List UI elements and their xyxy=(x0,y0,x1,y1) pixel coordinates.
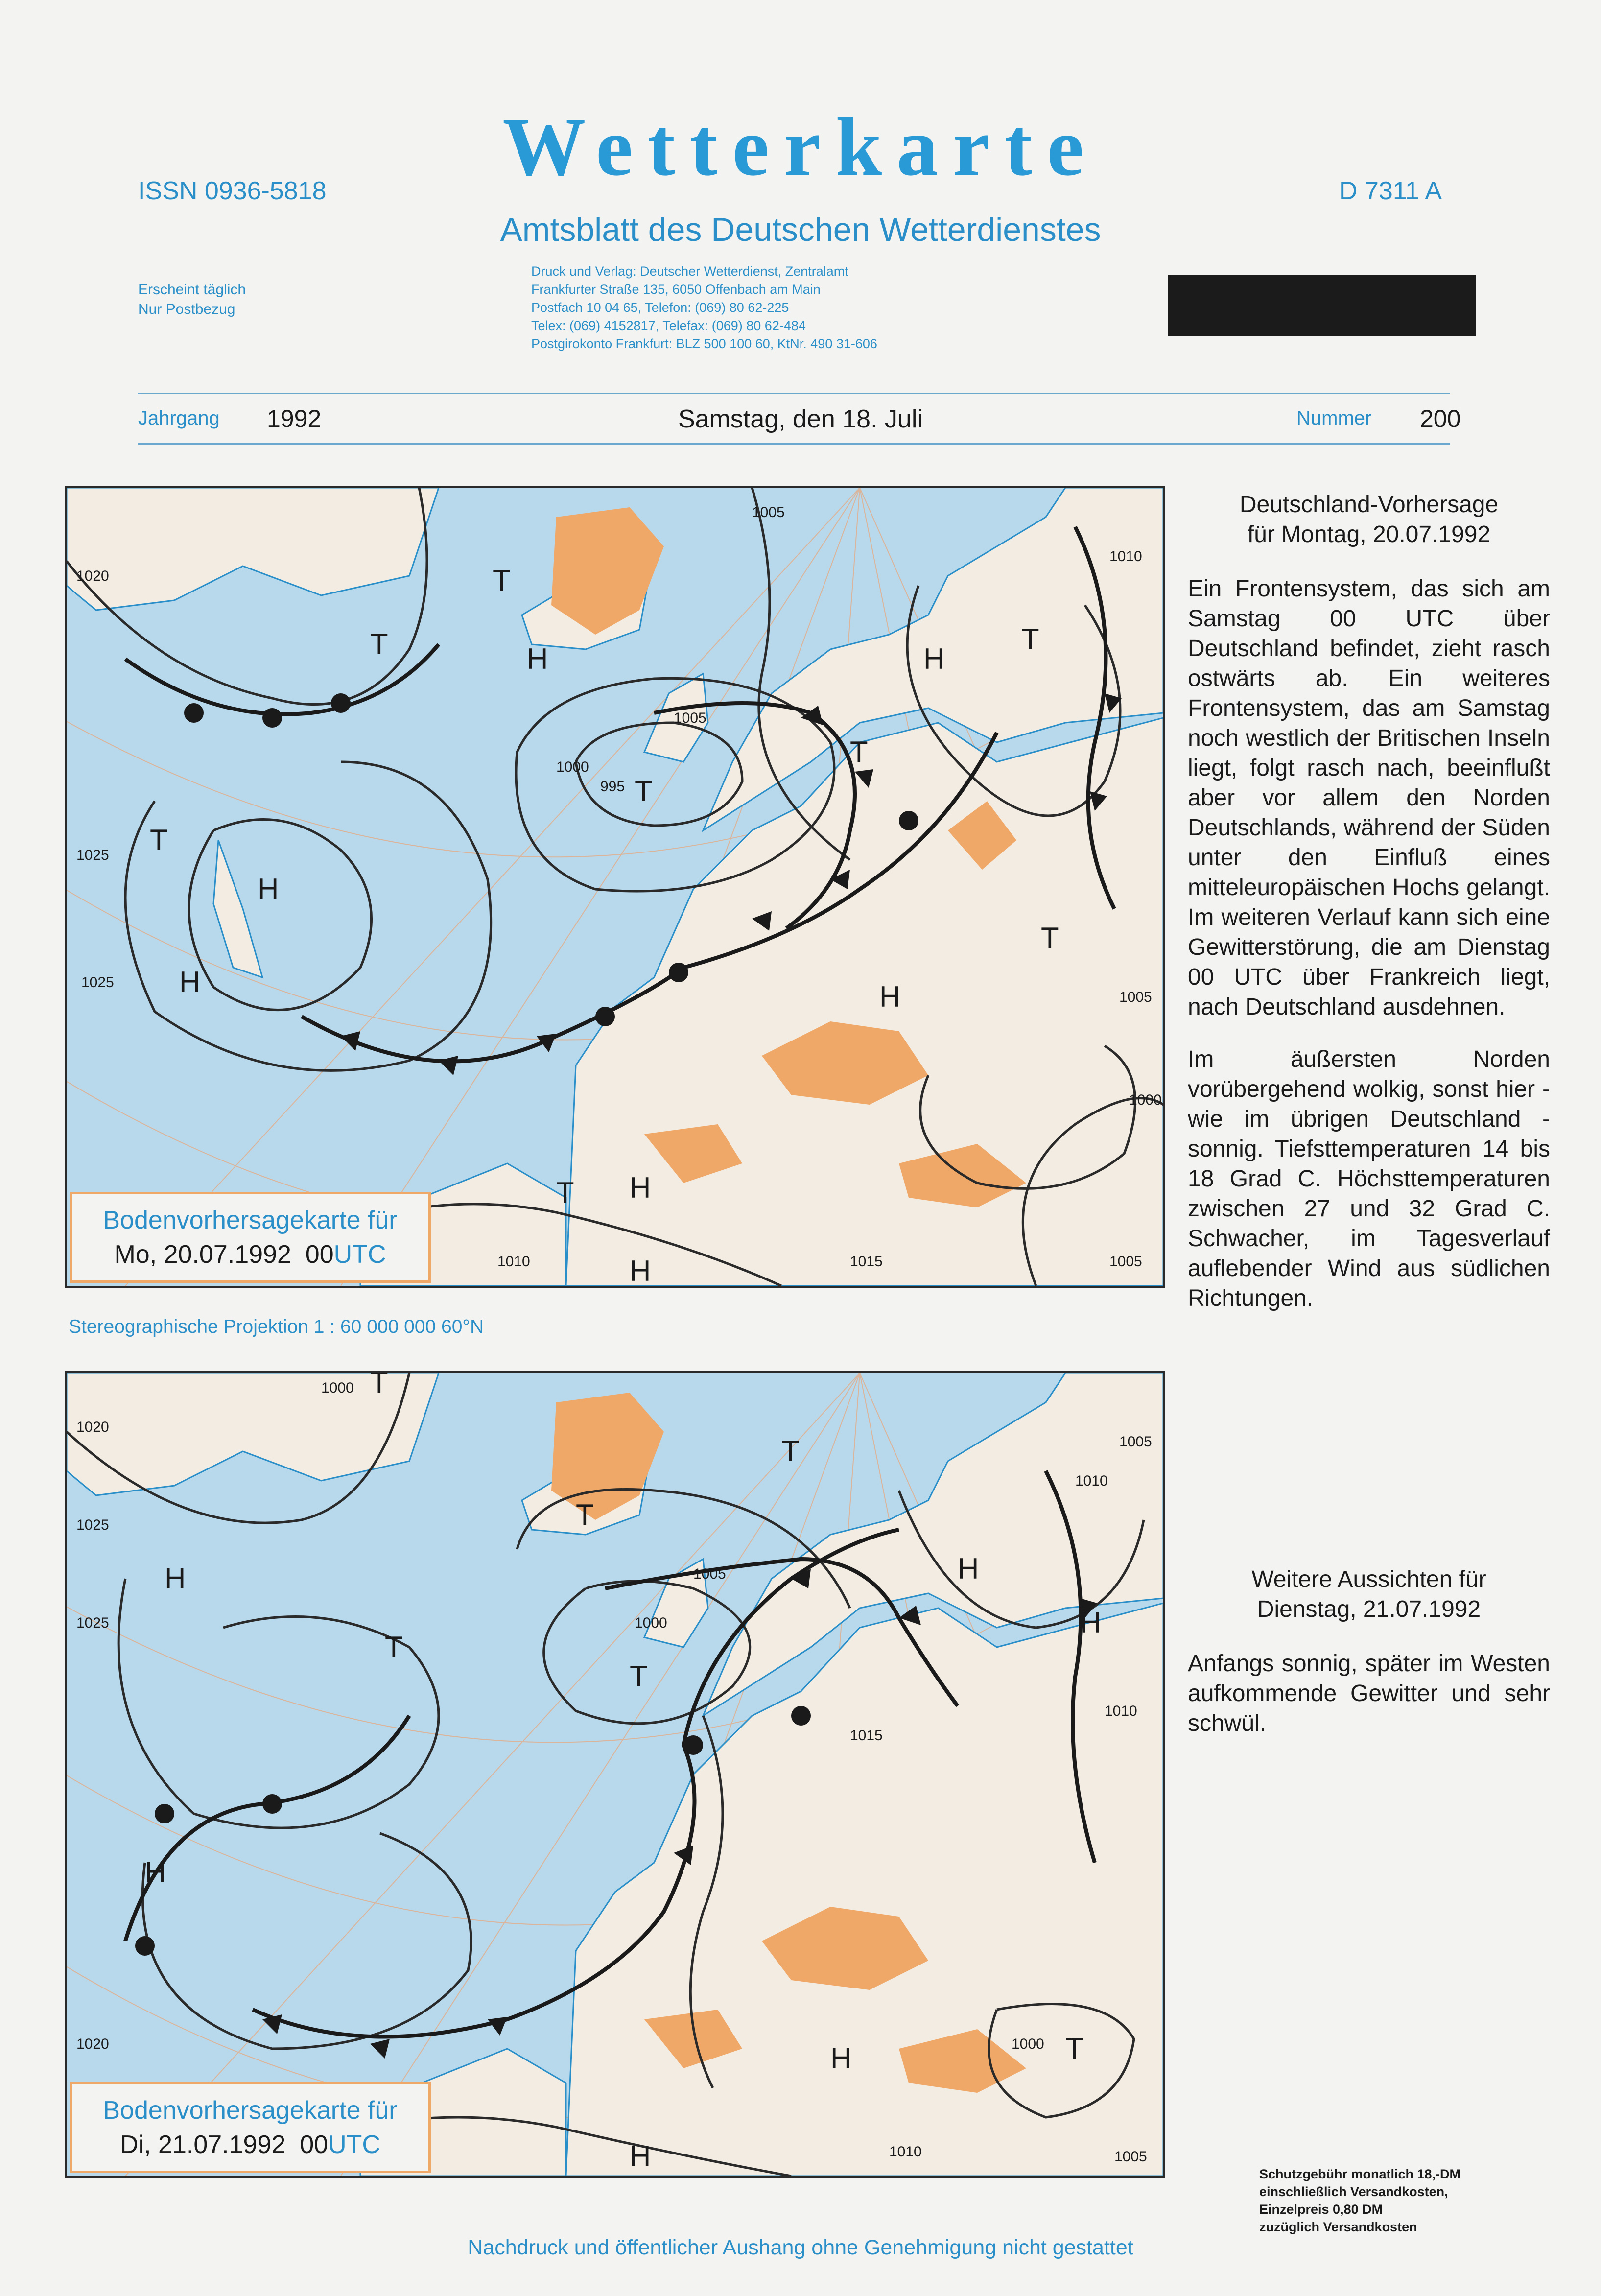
subscription-fee xyxy=(1259,2165,1460,2236)
isobar-value: 1020 xyxy=(76,2036,109,2052)
isobar-value: 1005 xyxy=(1114,2149,1147,2165)
low-label: T xyxy=(850,735,868,768)
isobar-value: 1010 xyxy=(1075,1473,1108,1489)
newspaper-title: Wetterkarte xyxy=(502,101,1099,193)
jahrgang-label: Jahrgang xyxy=(138,407,220,429)
isobar-value: 1010 xyxy=(1109,548,1142,565)
map-caption-time: 00 xyxy=(305,1240,334,1269)
isobar-value: 1005 xyxy=(1109,1254,1142,1270)
fee-line: Schutzgebühr monatlich 18,-DM xyxy=(1259,2167,1461,2181)
publication-frequency xyxy=(138,280,246,319)
high-label: H xyxy=(145,1856,166,1889)
isobar-value: 1020 xyxy=(76,1419,109,1435)
fee-line: Einzelpreis 0,80 DM xyxy=(1259,2202,1383,2217)
weather-map-1-graphic xyxy=(67,488,1163,1286)
low-label: T xyxy=(630,1660,648,1693)
outlook-heading: Weitere Aussichten für xyxy=(1251,1566,1486,1592)
low-label: T xyxy=(635,775,653,807)
forecast-paragraph: Ein Frontensystem, das sich am Samstag 00 UTC über Deutschland befindet, zieht rasch ostwärts ab. Ein weiteres Frontensystem, das am Samstag noch westlich der Britischen Inseln liegt, folgt rasch nach, beeinflußt aber vor allem den Norden Deutschlands, während der Süden unter den Einfluß eines mitteleuropäischen Hochs gelangt. Im weiteren Verlauf kann sich eine Gewitterstörung, die am Dienstag 00 UTC über Frankreich liegt, nach Deutschland ausdehnen. xyxy=(1188,576,1550,1020)
isobar-value: 1005 xyxy=(693,1566,726,1582)
isobar-value: 1010 xyxy=(497,1254,530,1270)
high-label: H xyxy=(630,2140,651,2173)
divider xyxy=(138,443,1450,445)
high-label: H xyxy=(923,642,945,675)
low-label: T xyxy=(781,1435,800,1468)
postal-number: D 7311 A xyxy=(1339,177,1442,205)
low-label: T xyxy=(370,1373,388,1399)
low-label: T xyxy=(370,628,388,661)
isobar-value: 1000 xyxy=(1012,2036,1044,2052)
forecast-subheading: für Montag, 20.07.1992 xyxy=(1247,521,1491,547)
subtitle: Amtsblatt des Deutschen Wetterdienstes xyxy=(500,211,1101,248)
forecast-heading: Deutschland-Vorhersage xyxy=(1239,492,1499,518)
isobar-value: 995 xyxy=(600,779,625,795)
isobar-value: 1025 xyxy=(76,847,109,863)
issue-date: Samstag, den 18. Juli xyxy=(678,405,923,433)
map-caption-date: Di, 21.07.1992 xyxy=(120,2130,286,2159)
high-label: H xyxy=(630,1171,651,1204)
low-label: T xyxy=(1021,623,1039,656)
imprint-line: Frankfurter Straße 135, 6050 Offenbach am Main xyxy=(531,282,821,297)
map-caption-date: Mo, 20.07.1992 xyxy=(114,1240,291,1269)
isobar-value: 1000 xyxy=(556,759,589,775)
frequency-line: Erscheint täglich xyxy=(138,282,246,298)
high-label: H xyxy=(165,1562,186,1595)
isobar-value: 1000 xyxy=(635,1615,667,1631)
jahrgang-value: 1992 xyxy=(267,405,322,432)
projection-note: Stereographische Projektion 1 : 60 000 000 60°N xyxy=(69,1316,484,1337)
outlook-subheading: Dienstag, 21.07.1992 xyxy=(1257,1596,1481,1622)
imprint xyxy=(531,262,877,353)
imprint-line: Postgirokonto Frankfurt: BLZ 500 100 60, KtNr. 490 31-606 xyxy=(531,336,877,351)
isobar-value: 1010 xyxy=(889,2144,922,2160)
map-caption-title: Bodenvorhersagekarte für xyxy=(103,2096,398,2125)
isobar-value: 1015 xyxy=(850,1728,883,1744)
map-caption-utc: UTC xyxy=(328,2130,380,2159)
imprint-line: Telex: (069) 4152817, Telefax: (069) 80 62-484 xyxy=(531,318,806,333)
forecast-paragraph: Im äußersten Norden vorübergehend wolkig, sonst hier - wie im übrigen Deutschland - sonnig. Tiefsttemperaturen 14 bis 18 Grad C. Höchsttemperaturen zwischen 27 und 32 Grad C. Schwacher, im Tagesverlauf auflebender Wind aus südlichen Richtungen. xyxy=(1188,1046,1550,1311)
map-caption-valid xyxy=(84,1237,417,1272)
isobar-value: 1015 xyxy=(850,1254,883,1270)
low-label: T xyxy=(556,1176,574,1209)
high-label: H xyxy=(958,1552,979,1585)
isobar-value: 1005 xyxy=(674,710,706,726)
redacted-address-block xyxy=(1168,275,1476,336)
low-label: T xyxy=(493,564,511,597)
isobar-value: 1025 xyxy=(76,1517,109,1533)
imprint-line: Druck und Verlag: Deutscher Wetterdienst, Zentralamt xyxy=(531,264,848,279)
forecast-map-tuesday xyxy=(65,1371,1165,2178)
low-label: T xyxy=(150,824,168,856)
divider xyxy=(138,393,1450,394)
nummer-label: Nummer xyxy=(1296,407,1372,429)
fee-line: einschließlich Versandkosten, xyxy=(1259,2184,1448,2199)
frequency-line: Nur Postbezug xyxy=(138,301,235,317)
map-caption-title: Bodenvorhersagekarte für xyxy=(103,1206,398,1234)
issn: ISSN 0936-5818 xyxy=(138,177,327,205)
high-label: H xyxy=(258,873,279,905)
high-label: H xyxy=(630,1255,651,1286)
low-label: T xyxy=(576,1498,594,1531)
map-caption-valid xyxy=(84,2128,417,2162)
outlook-paragraph: Anfangs sonnig, später im Westen aufkommende Gewitter und sehr schwül. xyxy=(1188,1651,1550,1736)
isobar-value: 1000 xyxy=(321,1380,354,1396)
weather-map-2-graphic xyxy=(67,1373,1163,2176)
further-outlook xyxy=(1188,1564,1550,1738)
isobar-value: 1020 xyxy=(76,568,109,584)
isobar-value: 1000 xyxy=(1129,1092,1162,1108)
high-label: H xyxy=(179,966,201,998)
low-label: T xyxy=(1041,922,1059,954)
isobar-value: 1025 xyxy=(81,974,114,991)
map-caption xyxy=(70,1192,431,1283)
isobar-value: 1005 xyxy=(1119,1434,1152,1450)
isobar-value: 1010 xyxy=(1105,1703,1137,1719)
reprint-notice: Nachdruck und öffentlicher Aushang ohne Genehmigung nicht gestattet xyxy=(468,2236,1133,2259)
high-label: H xyxy=(830,2042,852,2075)
forecast-map-monday xyxy=(65,486,1165,1288)
nummer-value: 200 xyxy=(1420,405,1461,432)
low-label: T xyxy=(1065,2032,1083,2065)
map-caption xyxy=(70,2082,431,2173)
high-label: H xyxy=(527,642,548,675)
high-label: H xyxy=(879,980,901,1013)
isobar-value: 1005 xyxy=(1119,989,1152,1005)
fee-line: zuzüglich Versandkosten xyxy=(1259,2220,1417,2234)
low-label: T xyxy=(385,1631,403,1663)
map-caption-time: 00 xyxy=(300,2130,329,2159)
high-label: H xyxy=(1080,1606,1102,1639)
map-caption-utc: UTC xyxy=(333,1240,386,1269)
germany-forecast xyxy=(1188,490,1550,1313)
isobar-value: 1005 xyxy=(752,504,785,521)
isobar-value: 1025 xyxy=(76,1615,109,1631)
imprint-line: Postfach 10 04 65, Telefon: (069) 80 62-225 xyxy=(531,300,789,315)
